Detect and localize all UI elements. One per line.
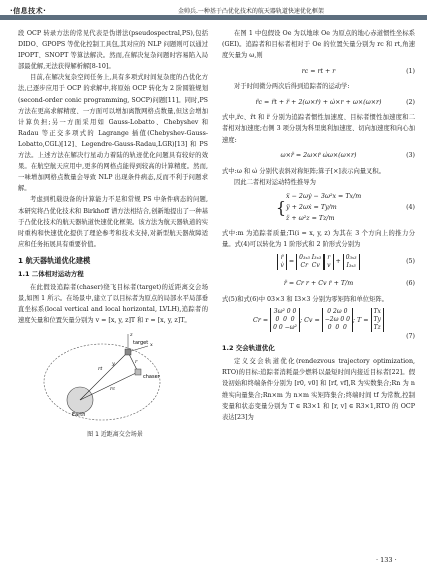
paragraph: 式(5)和式(6)中 03×3 和 I3×3 分别为零矩阵和单位矩阵。 xyxy=(222,296,388,304)
chaser-label: chaser xyxy=(143,374,160,381)
equation-body: ω×r̈ = 2ω×ṙ ω̇ω×(ω×r) xyxy=(280,152,357,160)
subsection-heading: 1.2 交会轨道优化 xyxy=(222,344,275,353)
right-column xyxy=(222,28,415,423)
z-axis-label: z xyxy=(130,332,133,339)
equation-3 xyxy=(222,146,415,166)
equation-body: r̈c = r̈t + r̈ + 2(ω×ṙ) + ω̇×r + ω×(ω×r) xyxy=(255,98,382,106)
section-heading: 1 航天器轨道优化建模 xyxy=(18,255,91,265)
subsection-heading: 1.1 二体相对运动方程 xyxy=(18,269,84,278)
y-axis-label: y xyxy=(112,361,115,368)
journal-section-label: ·信息技术· xyxy=(10,7,47,15)
equation-5: ṙ v̇ = 0₃ₓ₃ I₃ₓ₃ Cr Cv r v + 0₃ₓ₃ I₃ₓ₃ (5) xyxy=(222,250,415,274)
paragraph: 式中,r̈c、r̈t 和 r̈ 分别为追踪者惯性加速度、目标者惯性加速度和二者相对加速度;右侧 3 项分别为科里奥利加速度、切向加速度和向心加速度: xyxy=(222,114,415,144)
paragraph: 因此二者相对运动特性推导为 xyxy=(234,178,316,186)
running-title: 金帅兵.一种基于凸优化技术的航天器轨道快速优化框架 xyxy=(178,8,324,15)
paragraph: 在图 1 中包假设 Oe 为以地球 Oe 为原点的地心赤道惯性坐标系(GEI)。追踪者和目标者相对于 Oe 的位置矢量分别为 rc 和 rt,角速度矢量为 ω,则 xyxy=(222,30,415,60)
paragraph: 定义交会轨道优化(rendezvous trajectory optimization, RTO)的目标:追踪者消耗最少燃料以最短时间内接近目标者[22]。假设初始和终端条件分别为 [r0, v0] 和 [rf, vf],R 为实数集合;Rn 为 n 维实向量集合;Rn×m 为 n×m 实矩阵集合;终端时间 tf 为常数,控制变量和状态变量分别为 T ∈ R3×1 和 [r, v] ∈ R3×1,RTO 的 OCP 表达[23]为 xyxy=(222,358,415,421)
equation-6 xyxy=(222,274,415,294)
paragraph: 段 OCP 转录方法的常见代表是伪谱法(pseudospectral,PS),包括 DIDO、GPOPS 等优化控制工具包,其对应的 NLP 问题则可以通过 IPOPT、SNOPT 等算法解决。然而,在解决复杂问题时容易陷入局部最优解,无法获得解析解[8-10]。 xyxy=(18,30,208,71)
figure-caption: 图 1 近距离交会场景 xyxy=(87,430,143,438)
paragraph: 目前,在解决复杂空间任务上,具有多项式时间复杂度的凸优化方法,已逐步应用于 OCP 的求解中,将原始 OCP 转化为 2 阶圆锥规划(second-order conic programming, SOCP)问题[11]。同时,PS 方法在更高求解精度、一方面可以增加离散网格点数量,但这会增加计算负担;另一方面采用如 Gauss-Lobatto、Chebyshev 和 Radau 等正交多项式的 Lagrange 插值(Chebyshev-Gauss-Lobatto,CGL)[12]、Legendre-Gauss-Radau,LGR)[13] 和 PS 方法。上述方法在解决行星动力着陆的轨迹优化问题具有较好的效果。在航空航天应用中,更多的网格点能得到较高的计算精度。然而,一味增加网格点数量会导致 NLP 出现条件病态,反而不利于问题求解。 xyxy=(18,74,208,193)
equation-number: (2) xyxy=(406,98,415,106)
rendezvous-figure xyxy=(40,330,190,438)
paragraph: 式中:ω 和 ω̇ 分别代表斜对称矩阵;算子[×]表示向量叉积。 xyxy=(222,167,385,175)
equation-4: { ẍ − 2ωẏ − 3ω²x = Tx/m ÿ + 2ωẋ = Ty/m z̈ + ω²z = Tz/m (4) xyxy=(275,193,415,223)
equation-row: ẍ − 2ωẏ − 3ω²x = Tx/m xyxy=(286,193,362,201)
equation-number: (6) xyxy=(406,280,415,288)
paragraph: 式中:m 为追踪者质量;Ti(i = x, y, z) 为其在 3 个方向上的推力分量。式(4)可以转化为 1 阶形式和 2 阶形式分别为 xyxy=(222,229,415,248)
equation-number: (1) xyxy=(406,67,415,75)
paragraph: 在此假设追踪者(chaser)绕飞目标者(target)的近距离交会场景,如图 1 所示。在场景中,建立了以目标者为原点的局部水平局部垂直坐标系(local vertical and local horizontal, LVLH),追踪者的速度矢量和位置矢量分别为 v = [x, y, z]T 和 r = [x, y, z]T。 xyxy=(18,284,208,325)
equation-1 xyxy=(222,61,415,81)
r-label: r xyxy=(135,359,138,366)
equation-number: (7) xyxy=(406,333,415,341)
equation-body: r̈ = Cr r + Cv ṙ + T/m xyxy=(283,280,354,288)
equation-row: ÿ + 2ωẋ = Ty/m xyxy=(286,204,337,212)
equation-number: (4) xyxy=(406,204,415,212)
equation-body: rc = rt + r xyxy=(301,67,336,75)
page-number: · 133 · xyxy=(376,556,397,564)
rc-label: rc xyxy=(110,386,116,393)
rt-label: rt xyxy=(98,366,103,373)
equation-number: (5) xyxy=(406,258,415,266)
target-icon xyxy=(125,349,131,355)
equation-7: Cr = 3ω² 0 0 0 0 0 0 0 −ω² ; Cv = 0 2ω 0 −2ω 0 0 0 0 0 ; T = Tx Ty Tz (7) xyxy=(222,305,415,335)
header-rule xyxy=(0,15,427,20)
orbit-diagram xyxy=(40,330,190,422)
left-column xyxy=(18,28,208,438)
paragraph: 对于时间微分两次后得到追踪者的运动学: xyxy=(234,83,350,91)
earth-label: Earth xyxy=(72,412,86,419)
paragraph: 考虑到机载设备的计算能力不足和常规 PS 中条件病态的问题,本研究将凸优化技术和 Birkhoff 谱方法相结合,创新地提出了一种基于凸优化技术的航天器轨道快速优化框架。该方法为航天器轨道的实时重构和快速优化提供了理论参考和技术支持,对新型航天器故障适应和任务拓展具有重要价值。 xyxy=(18,196,208,248)
equation-number: (3) xyxy=(406,152,415,160)
x-axis-label: x xyxy=(150,342,153,349)
equation-2 xyxy=(222,92,415,112)
chaser-icon xyxy=(135,369,141,375)
target-label: target xyxy=(133,340,149,347)
equation-row: z̈ + ω²z = Tz/m xyxy=(286,215,335,223)
